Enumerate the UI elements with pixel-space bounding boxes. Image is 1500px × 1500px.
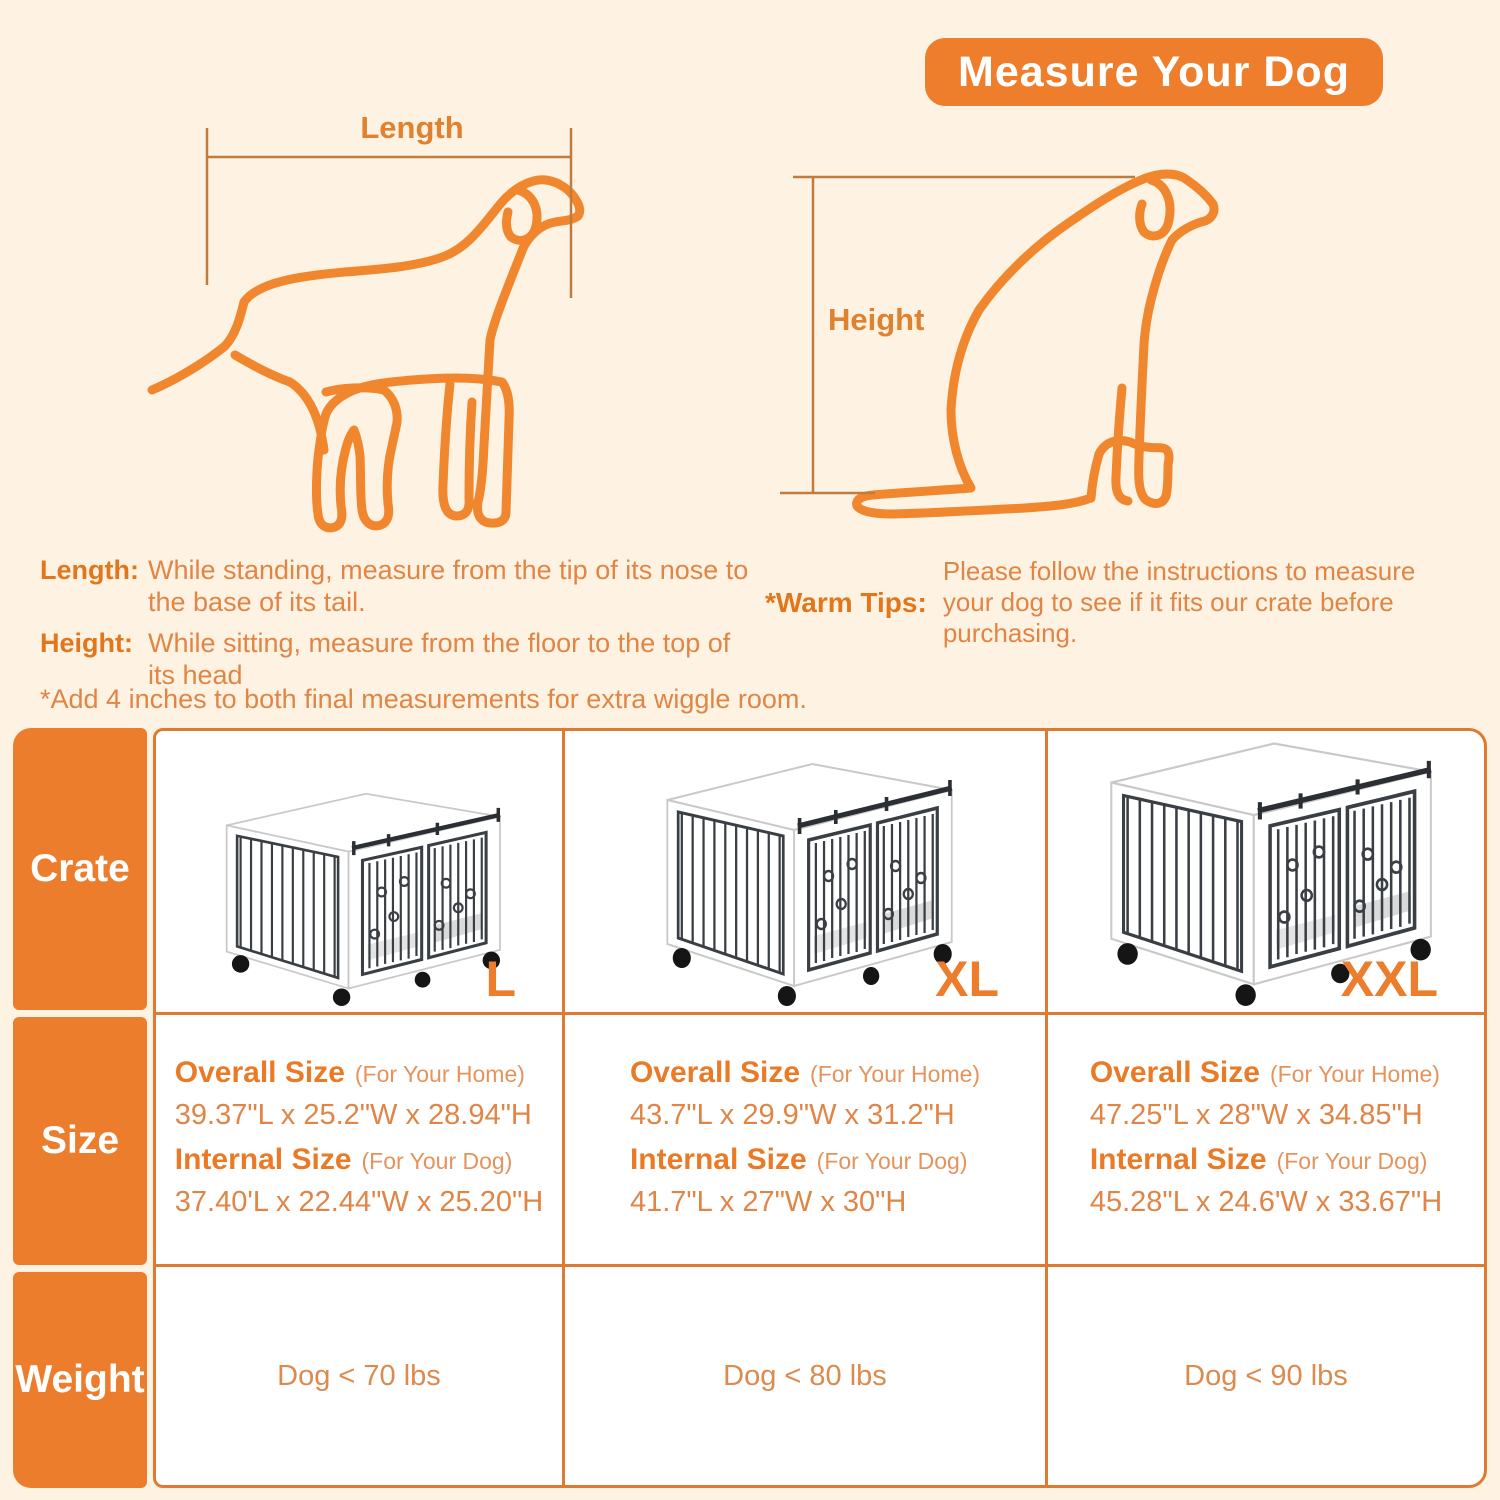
length-instruction-row bbox=[40, 554, 752, 618]
crate-cell-xl bbox=[565, 731, 1048, 1015]
weight-value-xl: Dog < 80 lbs bbox=[723, 1359, 887, 1392]
overall-size-subtitle: (For Your Home) bbox=[354, 1060, 525, 1087]
length-label: Length bbox=[360, 110, 464, 145]
measuring-instructions bbox=[40, 554, 752, 700]
warm-tips bbox=[765, 556, 1470, 649]
row-header-crate: Crate bbox=[13, 728, 147, 1010]
height-label: Height bbox=[828, 302, 925, 337]
overall-size-title: Overall Size bbox=[629, 1055, 801, 1089]
internal-size-title: Internal Size bbox=[174, 1142, 352, 1176]
weight-cell-l bbox=[156, 1267, 565, 1485]
warm-tips-text: Please follow the instructions to measure your dog to see if it fits our crate before purchasing. bbox=[942, 556, 1416, 648]
table-content bbox=[153, 728, 1487, 1488]
warm-tips-label: *Warm Tips: bbox=[765, 586, 927, 618]
weight-cell-xxl bbox=[1048, 1267, 1484, 1485]
internal-size-value-l: 37.40'L x 22.44"W x 25.20"H bbox=[174, 1185, 544, 1218]
overall-size-title: Overall Size bbox=[1089, 1055, 1260, 1089]
overall-size-title: Overall Size bbox=[174, 1055, 345, 1089]
internal-size-title: Internal Size bbox=[1089, 1142, 1267, 1176]
row-header-weight: Weight bbox=[13, 1272, 147, 1488]
size-comparison-table bbox=[13, 728, 1487, 1488]
crate-cell-l bbox=[156, 731, 565, 1015]
overall-size-value-xxl: 47.25"L x 28"W x 34.85"H bbox=[1089, 1098, 1423, 1131]
height-instruction-label: Height: bbox=[40, 628, 133, 658]
row-header-size: Size bbox=[13, 1017, 147, 1265]
internal-size-value-xl: 41.7"L x 27"W x 30"H bbox=[629, 1185, 907, 1218]
crate-image-xl bbox=[651, 746, 959, 1006]
internal-size-subtitle: (For Your Dog) bbox=[361, 1147, 513, 1174]
height-instruction-row bbox=[40, 627, 752, 691]
crate-cell-xxl bbox=[1048, 731, 1484, 1015]
overall-size-value-xl: 43.7"L x 29.9"W x 31.2"H bbox=[629, 1098, 955, 1131]
overall-size-subtitle: (For Your Home) bbox=[1269, 1060, 1440, 1087]
internal-size-subtitle: (For Your Dog) bbox=[1276, 1147, 1428, 1174]
wiggle-room-note: *Add 4 inches to both final measurements for extra wiggle room. bbox=[40, 684, 807, 714]
height-measure-lines bbox=[775, 168, 1150, 508]
crate-image-l bbox=[211, 778, 507, 1006]
internal-size-subtitle: (For Your Dog) bbox=[816, 1147, 968, 1174]
overall-size-subtitle: (For Your Home) bbox=[810, 1060, 981, 1087]
height-instruction-text: While sitting, measure from the floor to the top of its head bbox=[148, 628, 731, 690]
internal-size-value-xxl: 45.28"L x 24.6'W x 33.67"H bbox=[1089, 1185, 1443, 1218]
overall-size-value-l: 39.37"L x 25.2"W x 28.94"H bbox=[174, 1098, 532, 1131]
size-cell-xl bbox=[565, 1015, 1048, 1267]
size-cell-l bbox=[156, 1015, 565, 1267]
size-cell-xxl bbox=[1048, 1015, 1484, 1267]
table-header-column bbox=[13, 728, 147, 1488]
title-badge bbox=[925, 38, 1383, 106]
size-label-xl: XL bbox=[935, 951, 999, 1007]
weight-value-xxl: Dog < 90 lbs bbox=[1184, 1359, 1348, 1392]
length-instruction-text: While standing, measure from the tip of its nose to the base of its tail. bbox=[148, 555, 749, 617]
weight-cell-xl bbox=[565, 1267, 1048, 1485]
internal-size-title: Internal Size bbox=[629, 1142, 807, 1176]
page-title: Measure Your Dog bbox=[958, 47, 1350, 96]
length-instruction-label: Length: bbox=[40, 555, 139, 585]
size-label-xxl: XXL bbox=[1340, 951, 1438, 1007]
size-label-l: L bbox=[485, 951, 516, 1007]
weight-value-l: Dog < 70 lbs bbox=[277, 1359, 441, 1392]
